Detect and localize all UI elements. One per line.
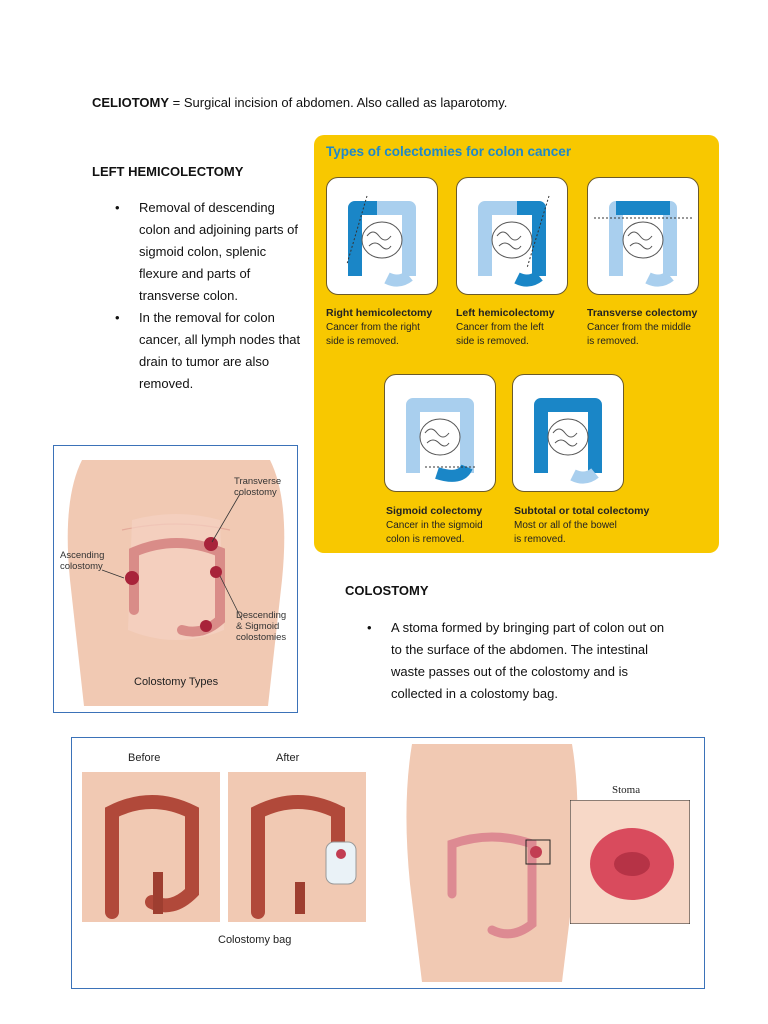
label-line: colostomy <box>60 561 103 572</box>
list-item <box>367 617 667 705</box>
diagram-title-sigmoid: Sigmoid colectomy <box>386 505 483 517</box>
diagram-desc-right <box>326 321 420 349</box>
desc-line: side is removed. <box>456 336 529 347</box>
diagram-desc-transverse <box>587 321 691 349</box>
colostomy-heading: COLOSTOMY <box>345 583 429 598</box>
label-line: Transverse <box>234 476 282 487</box>
label-stoma: Stoma <box>612 784 641 796</box>
colostomy-list <box>367 617 667 705</box>
colectomy-figure-title: Types of colectomies for colon cancer <box>326 144 572 159</box>
label-descending-sigmoid <box>236 610 286 643</box>
colon-diagram-transverse <box>587 177 699 295</box>
label-after: After <box>276 752 300 764</box>
desc-line: Cancer from the left <box>456 322 544 333</box>
colon-icon <box>513 375 623 491</box>
stoma-closeup-illustration <box>570 800 690 924</box>
colon-icon <box>385 375 495 491</box>
bullet-text: Removal of descending colon and adjoining parts of sigmoid colon, splenic flexure and parts of transverse colon. <box>139 200 299 303</box>
desc-line: Cancer from the right <box>326 322 420 333</box>
desc-line: Cancer in the sigmoid <box>386 520 483 531</box>
bullet-icon: • <box>115 310 120 325</box>
colon-icon <box>588 178 698 294</box>
celiotomy-definition: = Surgical incision of abdomen. Also called as laparotomy. <box>172 95 508 110</box>
bullet-icon: • <box>367 620 372 635</box>
desc-line: side is removed. <box>326 336 399 347</box>
after-colon-illustration <box>228 772 366 922</box>
label-line: Ascending <box>60 550 105 561</box>
label-line: Descending <box>236 610 287 621</box>
diagram-title-subtotal: Subtotal or total colectomy <box>514 505 650 517</box>
diagram-desc-subtotal <box>514 519 617 547</box>
bullet-text: In the removal for colon cancer, all lymph nodes that drain to tumor are also removed. <box>139 310 301 391</box>
label-colostomy-bag: Colostomy bag <box>218 934 292 946</box>
colostomy-types-caption: Colostomy Types <box>134 676 219 688</box>
colon-diagram-right <box>326 177 438 295</box>
colon-diagram-sigmoid <box>384 374 496 492</box>
bullet-icon: • <box>115 200 120 215</box>
abdomen-stoma-illustration <box>402 744 582 982</box>
left-hemicolectomy-heading: LEFT HEMICOLECTOMY <box>92 164 244 179</box>
label-ascending-colostomy <box>60 550 104 572</box>
label-line: colostomy <box>234 487 277 498</box>
left-hemicolectomy-list <box>115 197 304 395</box>
list-item <box>115 307 304 395</box>
colectomy-types-figure <box>314 135 719 553</box>
colon-icon <box>457 178 567 294</box>
colon-icon <box>327 178 437 294</box>
label-line: colostomies <box>236 632 287 643</box>
colon-diagram-left <box>456 177 568 295</box>
desc-line: Most or all of the bowel <box>514 520 617 531</box>
colostomy-types-figure <box>53 445 298 713</box>
celiotomy-line <box>92 92 507 114</box>
desc-line: Cancer from the middle <box>587 322 691 333</box>
label-before: Before <box>128 752 161 764</box>
list-item <box>115 197 304 307</box>
desc-line: colon is removed. <box>386 534 465 545</box>
before-after-figure <box>71 737 705 989</box>
desc-line: is removed. <box>514 534 566 545</box>
diagram-title-left: Left hemicolectomy <box>456 307 555 319</box>
label-line: & Sigmoid <box>236 621 280 632</box>
diagram-title-transverse: Transverse colectomy <box>587 307 698 319</box>
diagram-desc-sigmoid <box>386 519 483 547</box>
desc-line: is removed. <box>587 336 639 347</box>
before-colon-illustration <box>82 772 220 922</box>
diagram-title-right: Right hemicolectomy <box>326 307 433 319</box>
bullet-text: A stoma formed by bringing part of colon out on to the surface of the abdomen. The intestinal waste passes out of the colostomy and is collected in a colostomy bag. <box>391 620 665 701</box>
celiotomy-term: CELIOTOMY <box>92 95 170 110</box>
diagram-desc-left <box>456 321 544 349</box>
label-transverse-colostomy <box>234 476 281 498</box>
colon-diagram-subtotal <box>512 374 624 492</box>
